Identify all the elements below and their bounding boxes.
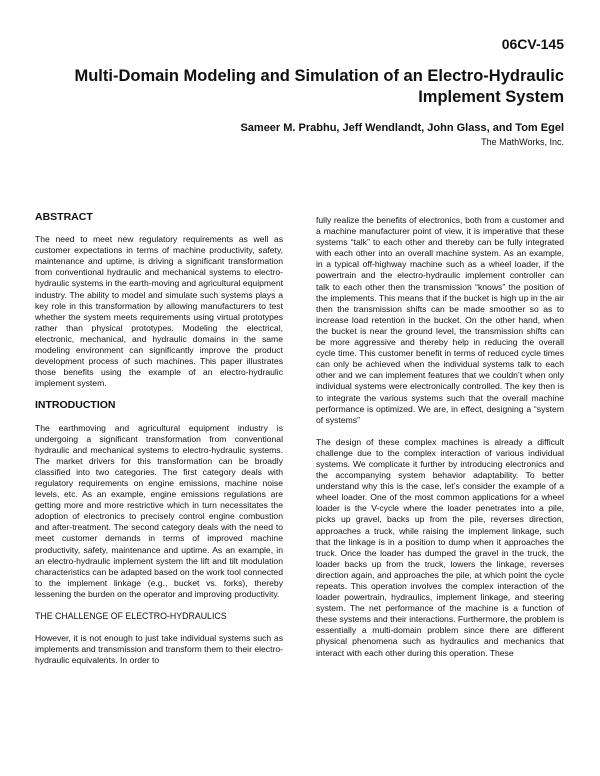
abstract-paragraph: The need to meet new regulatory requirements as well as customer expectations in terms of machine productivity, safety, maintenance and uptime, is driving a significant transformation from conventional hydraulic and mechanical systems to electro-hydraulic systems in the earth-moving and agricultural equipment industry. The ability to model and simulate such systems plays a key role in this transformation by allowing manufacturers to test whether the system meets requirements using virtual prototypes rather than physical prototypes. Modeling the electrical, electronic, mechanical, and hydraulic domains in the same modeling environment can significantly improve the product development process of such machines. This paper illustrates those benefits using the example of an electro-hydraulic implement system. [35, 234, 283, 389]
abstract-heading: ABSTRACT [35, 211, 93, 223]
body-paragraph-2: The design of these complex machines is already a difficult challenge due to the complex interaction of various individual systems. We complicate it further by introducing electronics and the accompanying system behavior adaptability. To better understand why this is the case, let’s consider the example of a wheel loader. One of the most common applications for a wheel loader is the V-cycle where the loader penetrates into a pile, picks up gravel, backs up from the pile, reverses direction, approaches a truck, while raising the implement linkage, such that the linkage is in a position to dump when it approaches the truck. Once the loader has dumped the gravel in the truck, the loader backs up from the truck, lowers the linkage, reverses direction again, and approaches the pile, at which point the cycle repeats. This operation involves the complex interaction of the loader powertrain, hydraulics, implement linkage, and steering system. The net performance of the machine is a function of these systems and their interactions. Furthermore, the problem is essentially a multi-domain problem since there are different physical phenomena such as hydraulics and mechanics that interact with each other during this operation. These [316, 436, 564, 658]
introduction-paragraph: The earthmoving and agricultural equipment industry is undergoing a significant transformation from conventional hydraulic and mechanical systems to electro-hydraulic systems. The market drivers for this transformation can be broadly classified into two categories. The first category deals with regulatory requirements on engine emissions, machine noise levels, etc. As an example, engine emissions regulations are getting more and more restrictive which in turn necessitates the adoption of electronics to precisely control engine combustion and after-treatment. The second category deals with the need to meet customer demands in terms of improved machine productivity, safety, maintenance and uptime. As an example, in an electro-hydraulic implement system the lift and tilt modulation characteristics can be adapted based on the work tool connected to the implement linkage (e.g., bucket vs. forks), thereby lessening the burden on the operator and improving productivity. [35, 422, 283, 599]
right-column [316, 215, 564, 670]
challenge-paragraph: However, it is not enough to just take individual systems such as implements and transmission and transform them to their electro-hydraulic equivalents. In order to [35, 633, 283, 666]
affiliation: The MathWorks, Inc. [481, 137, 564, 147]
left-column [35, 212, 283, 677]
paper-title: Multi-Domain Modeling and Simulation of an Electro-Hydraulic Implement System [74, 67, 564, 106]
challenge-heading: THE CHALLENGE OF ELECTRO-HYDRAULICS [35, 611, 227, 621]
introduction-heading: INTRODUCTION [35, 399, 116, 412]
authors: Sameer M. Prabhu, Jeff Wendlandt, John Glass, and Tom Egel [240, 122, 564, 134]
body-paragraph-1: fully realize the benefits of electronics, both from a customer and a machine manufacturer point of view, it is imperative that these systems “talk” to each other and thereby can be fully integrated with each other into an overall machine system. As an example, in a typical off-highway machine such as a wheel loader, if the powertrain and the electro-hydraulic implement controller can talk to each other then the transmission “knows” the position of the implements. This means that if the bucket is high up in the air then the transmission shifts can be made smoother so as to increase load retention in the bucket. On the other hand, when the bucket is near the ground level, the transmission shifts can be more aggressive and thereby help in reducing the overall cycle time. This customer benefit in terms of reduced cycle times can only be achieved when the individual systems talk to each other and we can implement features that we couldn’t when only individual systems were electronically controlled. The key then is to integrate the various systems such that the overall machine performance is optimized. We are, in effect, designing a “system of systems” [316, 215, 564, 425]
paper-number: 06CV-145 [501, 36, 564, 52]
